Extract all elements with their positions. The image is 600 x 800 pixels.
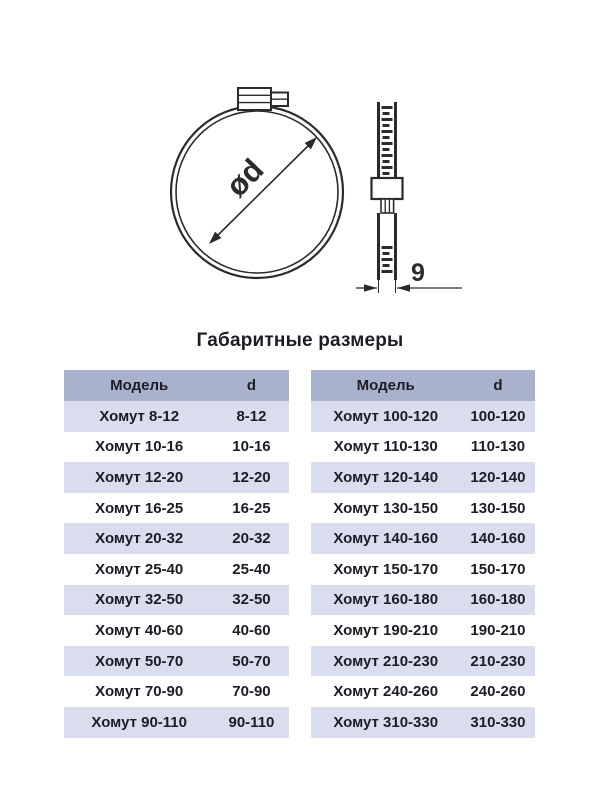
d-cell: 12-20 bbox=[214, 462, 288, 493]
model-cell: Хомут 16-25 bbox=[64, 493, 214, 524]
table-row bbox=[311, 707, 536, 738]
d-cell: 16-25 bbox=[214, 493, 288, 524]
column-header-model: Модель bbox=[64, 370, 214, 401]
d-cell: 160-180 bbox=[461, 585, 535, 616]
column-header-d: d bbox=[214, 370, 288, 401]
clamp-side-view bbox=[356, 102, 462, 293]
band-width-dimension bbox=[356, 280, 462, 293]
table-row bbox=[64, 462, 289, 493]
clamp-inner-ring bbox=[176, 111, 338, 273]
clamp-outer-ring bbox=[171, 106, 343, 278]
screw-shaft bbox=[381, 199, 394, 213]
screw-housing-side bbox=[372, 178, 403, 199]
band-width-label: 9 bbox=[411, 259, 425, 287]
table-row bbox=[64, 676, 289, 707]
band-right-edge bbox=[394, 102, 397, 178]
d-cell: 190-210 bbox=[461, 615, 535, 646]
table-row bbox=[64, 432, 289, 463]
band-slots-upper bbox=[382, 106, 393, 175]
dimensions-table-right bbox=[311, 370, 536, 738]
arrowhead-right bbox=[397, 284, 410, 292]
model-cell: Хомут 25-40 bbox=[64, 554, 214, 585]
model-cell: Хомут 160-180 bbox=[311, 585, 461, 616]
table-row bbox=[311, 554, 536, 585]
d-cell: 130-150 bbox=[461, 493, 535, 524]
table-row bbox=[311, 401, 536, 432]
column-header-model: Модель bbox=[311, 370, 461, 401]
model-cell: Хомут 100-120 bbox=[311, 401, 461, 432]
table-header-row bbox=[64, 370, 289, 401]
table-row bbox=[64, 707, 289, 738]
model-cell: Хомут 210-230 bbox=[311, 646, 461, 677]
table-row bbox=[311, 585, 536, 616]
d-cell: 100-120 bbox=[461, 401, 535, 432]
table-row bbox=[311, 676, 536, 707]
d-cell: 90-110 bbox=[214, 707, 288, 738]
table-row bbox=[64, 615, 289, 646]
model-cell: Хомут 130-150 bbox=[311, 493, 461, 524]
column-header-d: d bbox=[461, 370, 535, 401]
table-row bbox=[64, 554, 289, 585]
d-cell: 120-140 bbox=[461, 462, 535, 493]
model-cell: Хомут 150-170 bbox=[311, 554, 461, 585]
table-row bbox=[64, 493, 289, 524]
d-cell: 8-12 bbox=[214, 401, 288, 432]
diameter-label: ød bbox=[218, 151, 271, 204]
table-row bbox=[64, 585, 289, 616]
model-cell: Хомут 90-110 bbox=[64, 707, 214, 738]
model-cell: Хомут 110-130 bbox=[311, 432, 461, 463]
table-row bbox=[311, 615, 536, 646]
table-row bbox=[311, 462, 536, 493]
model-cell: Хомут 32-50 bbox=[64, 585, 214, 616]
diameter-arrow bbox=[209, 137, 317, 244]
table-row bbox=[311, 646, 536, 677]
model-cell: Хомут 10-16 bbox=[64, 432, 214, 463]
d-cell: 140-160 bbox=[461, 523, 535, 554]
d-cell: 20-32 bbox=[214, 523, 288, 554]
d-cell: 10-16 bbox=[214, 432, 288, 463]
page-title: Габаритные размеры bbox=[196, 330, 404, 351]
table-row bbox=[311, 432, 536, 463]
table-row bbox=[64, 646, 289, 677]
model-cell: Хомут 50-70 bbox=[64, 646, 214, 677]
clamp-technical-drawing bbox=[0, 0, 600, 312]
table-row bbox=[64, 401, 289, 432]
d-cell: 50-70 bbox=[214, 646, 288, 677]
model-cell: Хомут 190-210 bbox=[311, 615, 461, 646]
model-cell: Хомут 40-60 bbox=[64, 615, 214, 646]
model-cell: Хомут 310-330 bbox=[311, 707, 461, 738]
model-cell: Хомут 240-260 bbox=[311, 676, 461, 707]
d-cell: 310-330 bbox=[461, 707, 535, 738]
d-cell: 70-90 bbox=[214, 676, 288, 707]
d-cell: 150-170 bbox=[461, 554, 535, 585]
clamp-front-view bbox=[171, 88, 343, 278]
band-slots-lower bbox=[382, 246, 393, 273]
model-cell: Хомут 70-90 bbox=[64, 676, 214, 707]
screw-housing-front bbox=[238, 88, 288, 110]
d-cell: 110-130 bbox=[461, 432, 535, 463]
dimensions-table-left bbox=[64, 370, 289, 738]
table-row bbox=[64, 523, 289, 554]
d-cell: 32-50 bbox=[214, 585, 288, 616]
model-cell: Хомут 120-140 bbox=[311, 462, 461, 493]
model-cell: Хомут 8-12 bbox=[64, 401, 214, 432]
band-left-edge-lower bbox=[377, 213, 380, 280]
band-left-edge bbox=[377, 102, 380, 178]
band-right-edge-lower bbox=[394, 213, 397, 280]
d-cell: 25-40 bbox=[214, 554, 288, 585]
table-header-row bbox=[311, 370, 536, 401]
d-cell: 210-230 bbox=[461, 646, 535, 677]
model-cell: Хомут 12-20 bbox=[64, 462, 214, 493]
table-row bbox=[311, 493, 536, 524]
model-cell: Хомут 140-160 bbox=[311, 523, 461, 554]
dimension-tables bbox=[64, 370, 535, 738]
d-cell: 40-60 bbox=[214, 615, 288, 646]
model-cell: Хомут 20-32 bbox=[64, 523, 214, 554]
arrowhead-left bbox=[364, 284, 377, 292]
table-row bbox=[311, 523, 536, 554]
d-cell: 240-260 bbox=[461, 676, 535, 707]
